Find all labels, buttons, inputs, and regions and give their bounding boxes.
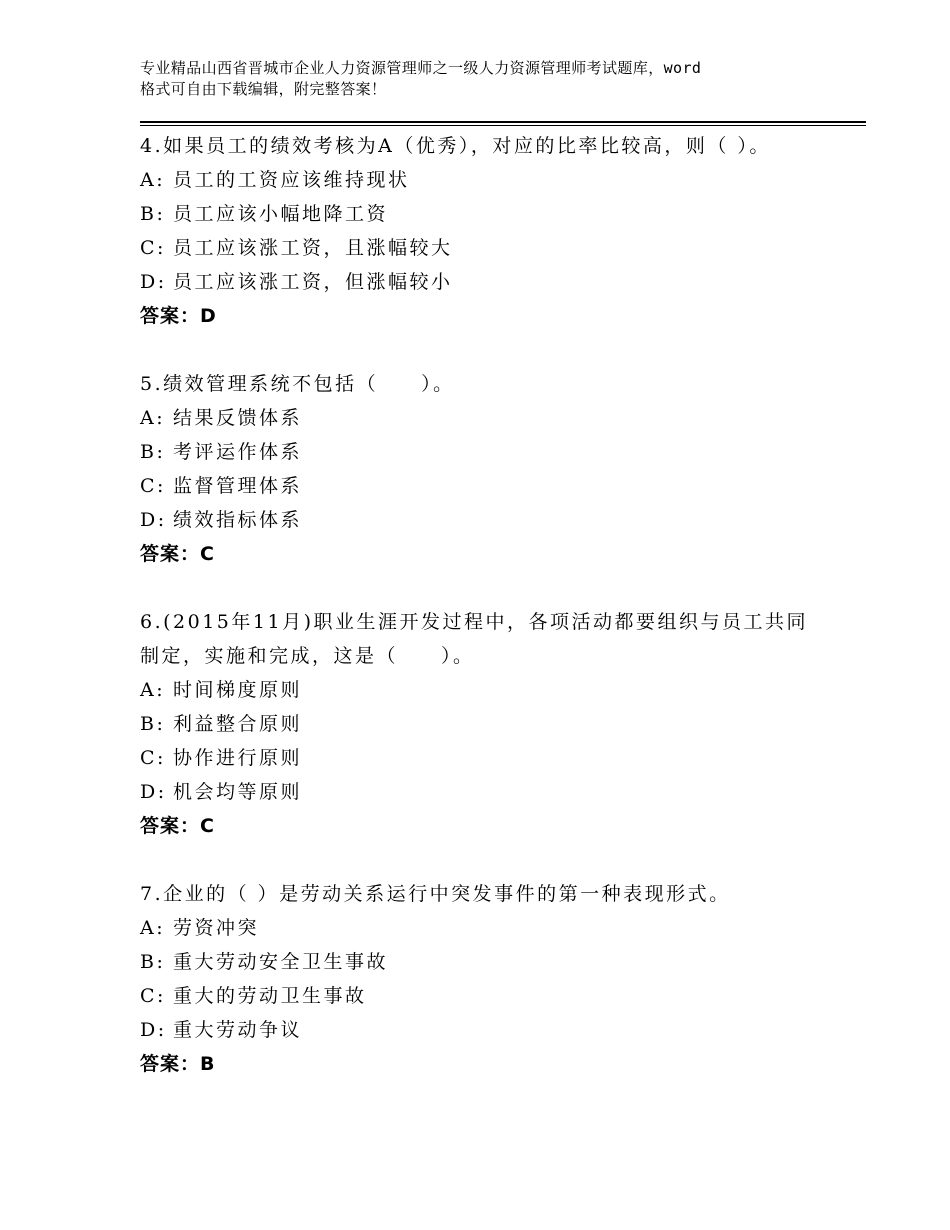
question-stem: 5.绩效管理系统不包括（ ）。 — [140, 373, 455, 395]
option-text: 利益整合原则 — [173, 713, 303, 735]
question-6 — [140, 605, 840, 843]
question-4 — [140, 129, 840, 333]
option-c — [140, 231, 840, 265]
option-text: 员工应该涨工资，且涨幅较大 — [173, 237, 453, 259]
option-text: 结果反馈体系 — [173, 407, 303, 429]
option-letter: C: — [140, 985, 166, 1007]
option-letter: D: — [140, 781, 167, 803]
option-c — [140, 979, 840, 1013]
question-stem-continued: 制定，实施和完成，这是（ ）。 — [140, 645, 475, 667]
option-letter: B: — [140, 203, 166, 225]
option-letter: C: — [140, 237, 166, 259]
option-text: 时间梯度原则 — [173, 679, 303, 701]
option-text: 员工应该小幅地降工资 — [173, 203, 389, 225]
option-letter: A: — [140, 407, 166, 429]
option-letter: D: — [140, 271, 167, 293]
answer-line: 答案：C — [140, 543, 215, 565]
option-a — [140, 911, 840, 945]
header-divider-thick — [140, 121, 866, 123]
header-line-2: 格式可自由下载编辑，附完整答案！ — [140, 80, 387, 98]
option-letter: D: — [140, 1019, 167, 1041]
answer-line: 答案：D — [140, 305, 217, 327]
option-text: 重大的劳动卫生事故 — [173, 985, 367, 1007]
option-text: 机会均等原则 — [173, 781, 303, 803]
option-letter: C: — [140, 475, 166, 497]
option-letter: A: — [140, 679, 166, 701]
document-header — [140, 58, 830, 100]
question-list — [140, 129, 840, 1115]
question-7 — [140, 877, 840, 1081]
option-d — [140, 1013, 840, 1047]
option-text: 重大劳动争议 — [173, 1019, 303, 1041]
option-a — [140, 401, 840, 435]
option-b — [140, 707, 840, 741]
option-text: 员工的工资应该维持现状 — [173, 169, 410, 191]
option-letter: B: — [140, 713, 166, 735]
option-text: 考评运作体系 — [173, 441, 303, 463]
option-text: 重大劳动安全卫生事故 — [173, 951, 389, 973]
option-a — [140, 163, 840, 197]
header-divider-thin — [140, 125, 866, 126]
option-d — [140, 503, 840, 537]
question-stem: 7.企业的（ ）是劳动关系运行中突发事件的第一种表现形式。 — [140, 883, 731, 905]
option-text: 绩效指标体系 — [173, 509, 303, 531]
option-text: 员工应该涨工资，但涨幅较小 — [173, 271, 453, 293]
option-letter: A: — [140, 169, 166, 191]
question-stem: 4.如果员工的绩效考核为A（优秀），对应的比率比较高，则（ ）。 — [140, 135, 771, 157]
answer-line: 答案：B — [140, 1053, 216, 1075]
option-d — [140, 775, 840, 809]
option-d — [140, 265, 840, 299]
option-letter: B: — [140, 951, 166, 973]
option-c — [140, 741, 840, 775]
option-letter: C: — [140, 747, 166, 769]
option-b — [140, 197, 840, 231]
answer-line: 答案：C — [140, 815, 215, 837]
option-letter: B: — [140, 441, 166, 463]
option-b — [140, 945, 840, 979]
option-text: 监督管理体系 — [173, 475, 303, 497]
option-b — [140, 435, 840, 469]
option-text: 协作进行原则 — [173, 747, 303, 769]
option-letter: D: — [140, 509, 167, 531]
question-5 — [140, 367, 840, 571]
option-c — [140, 469, 840, 503]
question-stem: 6.(2015年11月)职业生涯开发过程中，各项活动都要组织与员工共同 — [140, 611, 808, 633]
header-line-1: 专业精品山西省晋城市企业人力资源管理师之一级人力资源管理师考试题库，word — [140, 59, 702, 77]
option-a — [140, 673, 840, 707]
option-text: 劳资冲突 — [173, 917, 260, 939]
option-letter: A: — [140, 917, 166, 939]
